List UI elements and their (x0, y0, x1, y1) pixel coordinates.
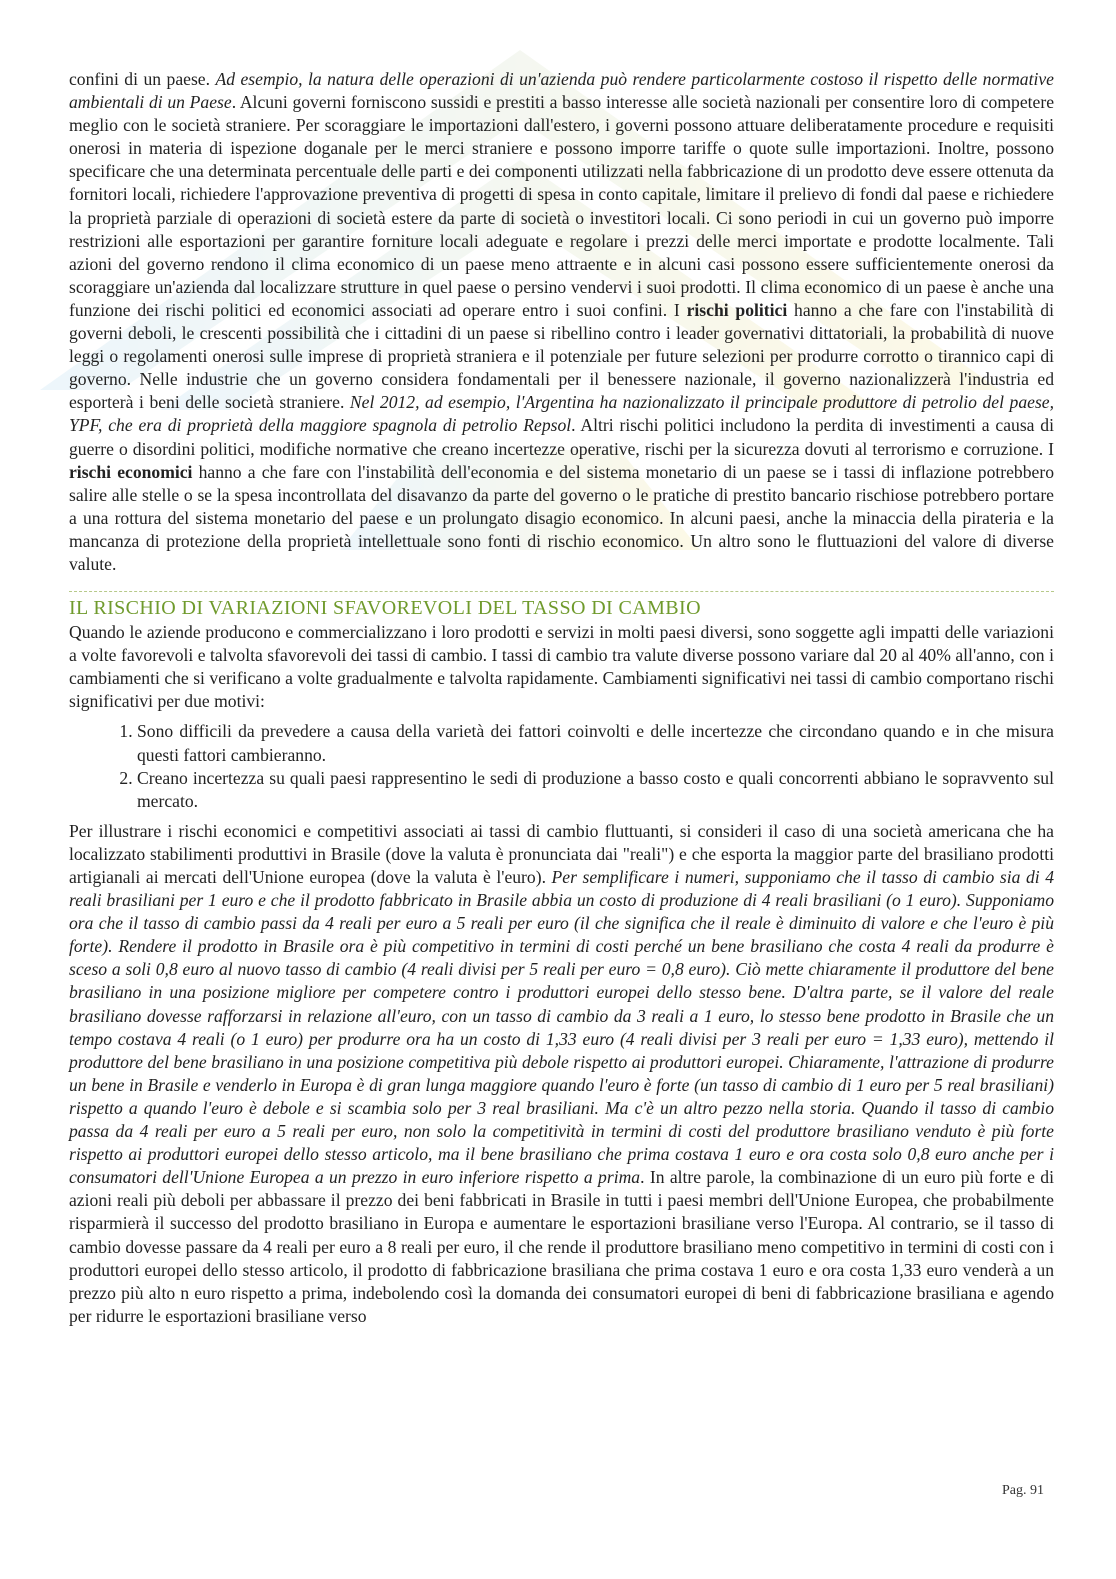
list-item: 1. Sono difficili da prevedere a causa della varietà dei fattori coinvolti e delle incertezze che circondano quando e in che misura questi fattori cambieranno. (137, 720, 1054, 766)
paragraph-brazil-example (69, 820, 1054, 1328)
text-run: hanno a che fare con l'instabilità dell'economia e del sistema monetario di un paese se i tassi di inflazione potrebbero salire alle stelle o se la spesa incontrollata del disavanzo da parte del governo o le pratiche di prestito bancario rischiose potrebbero portare a una rottura del sistema monetario del paese e un prolungato disagio economico. In alcuni paesi, anche la minaccia della pirateria e la mancanza di protezione della proprietà intellettuale sono fonti di rischio economico. Un altro sono le fluttuazioni del valore di diverse valute. (69, 461, 1054, 574)
bold-term: rischi politici (686, 299, 788, 320)
text-run: hanno a che fare con l'instabilità di governi deboli, le crescenti possibilità che i cittadini di un paese si ribellino contro i leader governativi dittatoriali, la probabilità di nuove leggi o regolamenti onerosi sulle imprese di proprietà straniera e il potenziale per future selezioni per produrre corrotto o tirannico capi di governo. Nelle industrie che un governo considera fondamentali per il benessere nazionale, il governo nazionalizzerà l'industria ed esporterà i beni delle società straniere. (69, 299, 1054, 413)
section-heading-exchange-rate-risk: IL RISCHIO DI VARIAZIONI SFAVOREVOLI DEL TASSO DI CAMBIO (69, 597, 701, 620)
italic-example: Ad esempio, la natura delle operazioni di un'azienda può rendere particolarmente costoso il rispetto delle normative ambientali di un Paese (69, 69, 1054, 113)
paragraph-political-economic-risks (69, 68, 1054, 576)
page-number: Pag. 91 (1002, 1483, 1044, 1498)
italic-example: Per semplificare i numeri, supponiamo che il tasso di cambio sia di 4 reali brasiliani per 1 euro e che il prodotto fabbricato in Brasile abbia un costo di produzione di 4 reali brasiliani (o 1 euro). Supponiamo ora che il tasso di cambio passi da 4 reali per euro a 5 reali per euro (il che significa che il reale è diminuito di valore e che l'euro è più forte). Rendere il prodotto in Brasile ora è più competitivo in termini di costi perché un bene brasiliano che costa 4 reali da produrre è sceso a soli 0,8 euro al nuovo tasso di cambio (4 reali divisi per 5 reali per euro = 0,8 euro). Ciò mette chiaramente il produttore del bene brasiliano in una posizione migliore per competere contro i produttori europei dello stesso bene. D'altra parte, se il valore del reale brasiliano dovesse rafforzarsi in relazione all'euro, con un tasso di cambio da 3 reali a 1 euro, lo stesso bene prodotto in Brasile che un tempo costava 4 reali (o 1 euro) per produrre ora ha un costo di 1,33 euro (4 reali divisi per 3 reali per euro = 1,33 euro), mettendo il produttore del bene brasiliano in una posizione competitiva più debole rispetto ai produttori europei. Chiaramente, l'attrazione di produrre un bene in Brasile e venderlo in Europa è di gran lunga maggiore quando l'euro è forte (un tasso di cambio di 1 euro per 5 real brasiliani) rispetto a quando l'euro è debole e si scambia solo per 3 real brasiliani. Ma c'è un altro pezzo nella storia. Quando il tasso di cambio passa da 4 reali per euro a 5 reali per euro, non solo la competitività in termini di costi del produttore brasiliano venduto è più forte rispetto ai produttori europei dello stesso articolo, ma il bene brasiliano che prima costava 1 euro e ora costa solo 0,8 euro anche per i consumatori dell'Unione Europea a un prezzo in euro inferiore rispetto a prima (69, 867, 1054, 1188)
text-run: . In altre parole, la combinazione di un euro più forte e di azioni reali più deboli per abbassare il prezzo dei beni fabbricati in Brasile in tutti i paesi membri dell'Unione Europea, che probabilmente risparmierà il successo del prodotto brasiliano in Europa e aumentare le esportazioni brasiliane verso l'Europa. Al contrario, se il tasso di cambio dovesse passare da 4 reali per euro a 8 reali per euro, il che rende il produttore brasiliano meno competitivo in termini di costi con i produttori europei dello stesso articolo, il prodotto di fabbricazione brasiliana che prima costava 1 euro e ora costa 1,33 euro venderà a un prezzo più alto n euro rispetto a prima, indebolendo così la domanda dei consumatori europei di beni di fabbricazione brasiliana e agendo per ridurre le esportazioni brasiliane verso (69, 1167, 1054, 1326)
italic-example: Nel 2012, ad esempio, l'Argentina ha nazionalizzato il principale produttore di petrolio del paese, YPF, che era di proprietà della maggiore spagnola di petrolio Repsol (69, 392, 1055, 436)
bold-term: rischi economici (69, 461, 193, 482)
text-run: . Alcuni governi forniscono sussidi e prestiti a basso interesse alle società nazionali per consentire loro di competere meglio con le società straniere. Per scoraggiare le importazioni dall'estero, i governi possono attuare deliberatamente procedure e requisiti onerosi in materia di ispezione doganale per le merci straniere e possono imporre tariffe o quote sulle importazioni. Inoltre, possono specificare che una determinata percentuale delle parti e dei componenti utilizzati nella fabbricazione di un prodotto deve essere ottenuta da fornitori locali, richiedere l'approvazione preventiva di progetti di spesa in conto capitale, limitare il prelievo di fondi dal paese e richiedere la proprietà parziale di operazioni di società estere da parte di società o investitori locali. Ci sono periodi in cui un governo può imporre restrizioni alle esportazioni per garantire forniture locali adeguate e regolare i prezzi delle merci importate e prodotte localmente. Tali azioni del governo rendono il clima economico di un paese meno attraente e in alcuni casi possono essere sufficientemente onerosi da scoraggiare un'azienda dal localizzare strutture in quel paese o persino vendervi i suoi prodotti. Il clima economico di un paese è anche una funzione dei rischi politici ed economici associati ad operare entro i suoi confini. I (69, 92, 1054, 320)
paragraph-exchange-rate-intro: Quando le aziende producono e commercializzano i loro prodotti e servizi in molti paesi diversi, sono soggette agli impatti delle variazioni a volte favorevoli e talvolta sfavorevoli dei tassi di cambio. I tassi di cambio tra valute diverse possono variare dal 20 al 40% all'anno, con i cambiamenti che si verificano a volte gradualmente e talvolta rapidamente. Cambiamenti significativi nei tassi di cambio comportano rischi significativi per due motivi: (69, 622, 1054, 712)
section-divider (69, 591, 1054, 592)
text-run: . Altri rischi politici includono la perdita di investimenti a causa di guerre o disordini politici, modifiche normative che creano incertezze operative, rischi per la sicurezza dovuti al terrorismo e corruzione. I (69, 415, 1054, 459)
text-run: Per illustrare i rischi economici e competitivi associati ai tassi di cambio fluttuanti, si consideri il caso di una società americana che ha localizzato stabilimenti produttivi in Brasile (dove la valuta è pronunciata dai "reali") e che esporta la maggior parte del brasiliano prodotti artigianali ai mercati dell'Unione europea (dove la valuta è l'euro). (69, 820, 1054, 887)
risk-reasons-list (69, 720, 1054, 812)
text-run: confini di un paese. (69, 69, 216, 89)
document-page (69, 68, 1054, 1328)
list-item: 2. Creano incertezza su quali paesi rappresentino le sedi di produzione a basso costo e quali concorrenti abbiano le sopravvento sul mercato. (137, 767, 1054, 813)
